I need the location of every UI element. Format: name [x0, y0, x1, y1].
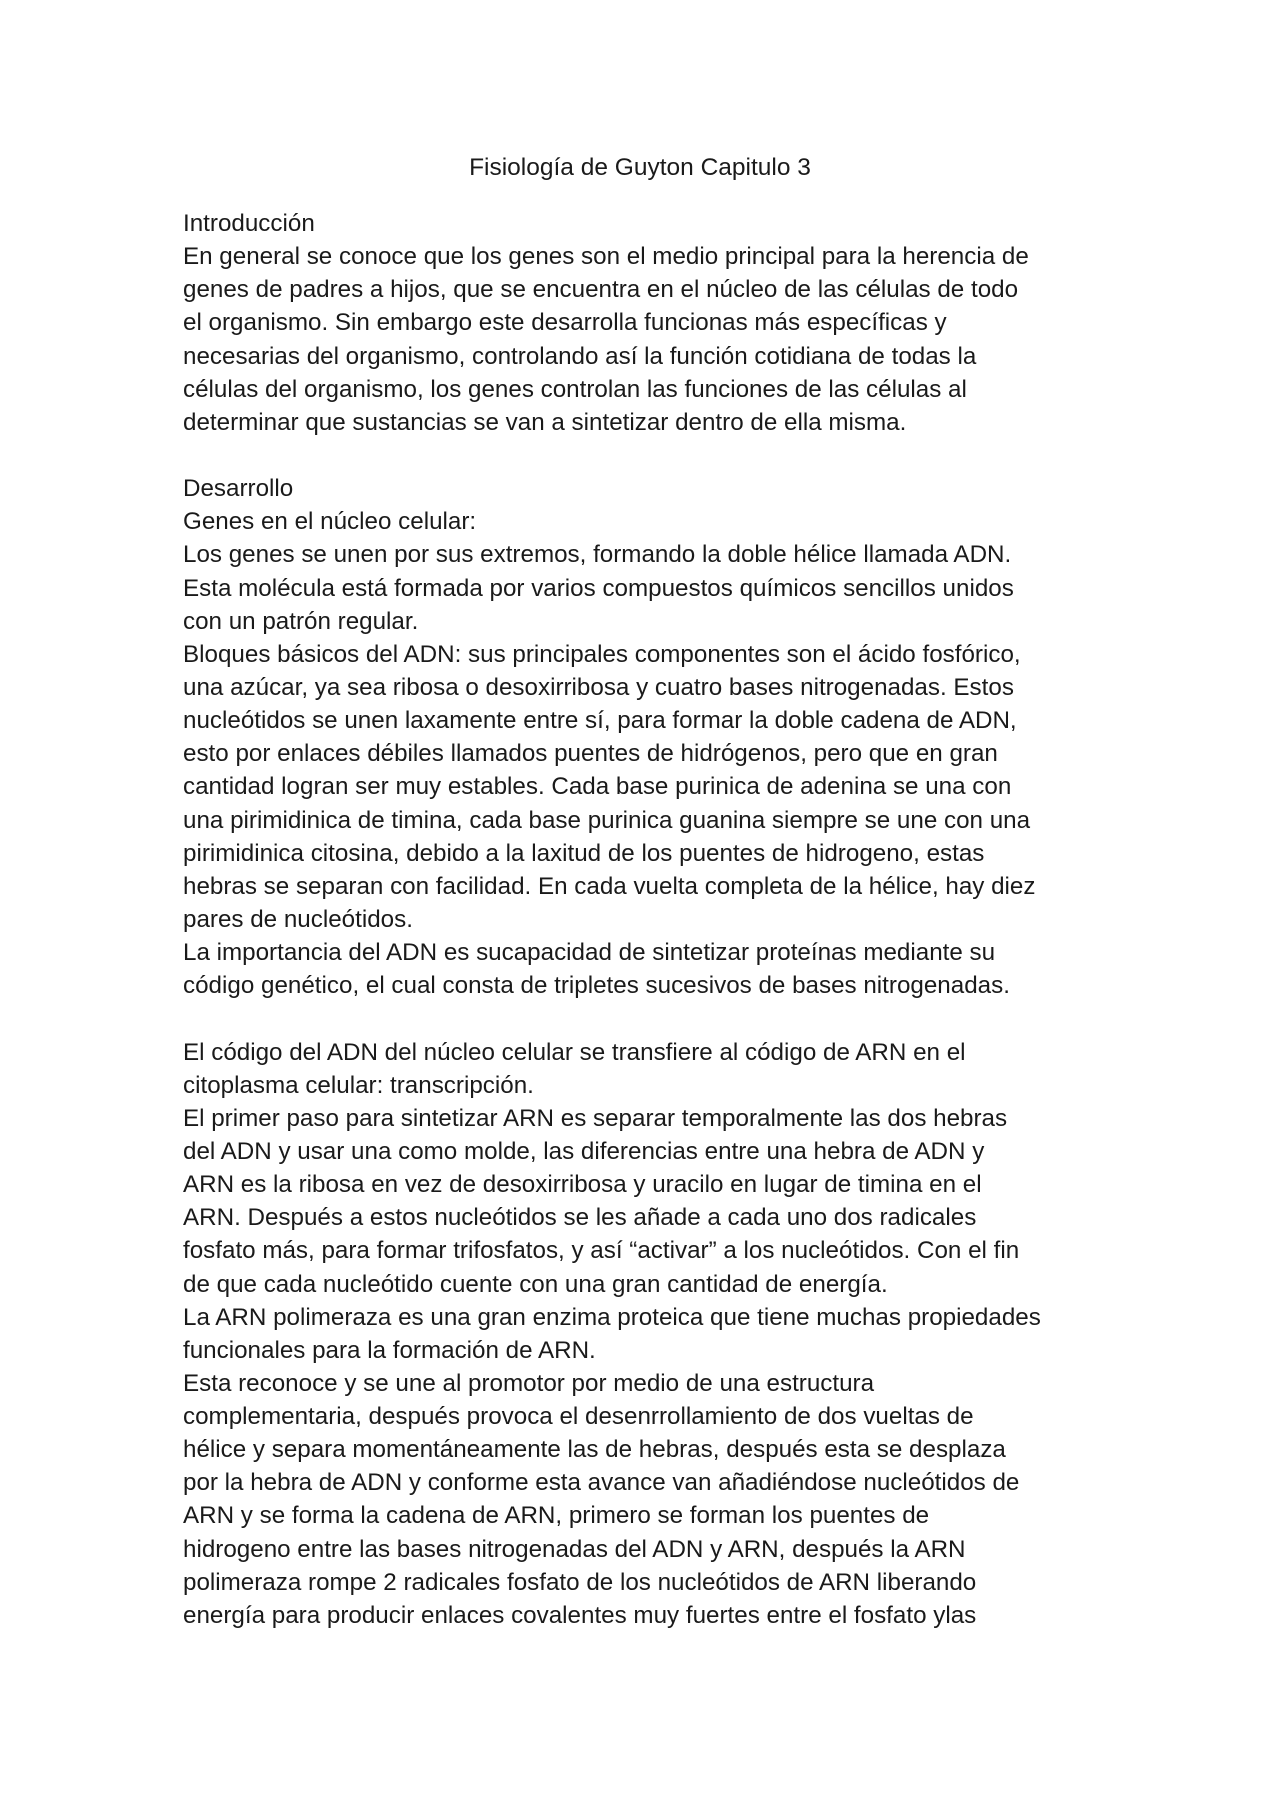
text-line: Los genes se unen por sus extremos, formando la doble hélice llamada ADN.: [183, 541, 1012, 569]
text-line: con un patrón regular.: [183, 607, 419, 635]
text-line: complementaria, después provoca el desenrrollamiento de dos vueltas de: [183, 1403, 974, 1431]
text-line: determinar que sustancias se van a sintetizar dentro de ella misma.: [183, 408, 907, 436]
text-line: pares de nucleótidos.: [183, 905, 413, 933]
text-line: genes de padres a hijos, que se encuentra en el núcleo de las células de todo: [183, 276, 1019, 304]
text-line: La importancia del ADN es sucapacidad de sintetizar proteínas mediante su: [183, 939, 996, 967]
text-line: cantidad logran ser muy estables. Cada base purinica de adenina se una con: [183, 773, 1012, 801]
text-line: funcionales para la formación de ARN.: [183, 1336, 596, 1364]
text-line: ARN y se forma la cadena de ARN, primero se forman los puentes de: [183, 1502, 930, 1530]
document-body: [183, 207, 1143, 1632]
text-line: una pirimidinica de timina, cada base purinica guanina siempre se une con una: [183, 806, 1031, 834]
text-line: ARN. Después a estos nucleótidos se les añade a cada uno dos radicales: [183, 1204, 977, 1232]
text-line: Esta molécula está formada por varios compuestos químicos sencillos unidos: [183, 574, 1014, 602]
text-line: polimeraza rompe 2 radicales fosfato de los nucleótidos de ARN liberando: [183, 1568, 977, 1596]
text-line: La ARN polimeraza es una gran enzima proteica que tiene muchas propiedades: [183, 1303, 1041, 1331]
blank-line: [183, 439, 1143, 472]
text-line: Introducción: [183, 210, 315, 237]
text-line: nucleótidos se unen laxamente entre sí, para formar la doble cadena de ADN,: [183, 707, 1017, 735]
text-line: por la hebra de ADN y conforme esta avance van añadiéndose nucleótidos de: [183, 1469, 1020, 1497]
text-line: energía para producir enlaces covalentes muy fuertes entre el fosfato ylas: [183, 1601, 977, 1629]
text-line: esto por enlaces débiles llamados puentes de hidrógenos, pero que en gran: [183, 740, 998, 768]
text-line: el organismo. Sin embargo este desarrolla funcionas más específicas y: [183, 309, 947, 337]
text-line: del ADN y usar una como molde, las diferencias entre una hebra de ADN y: [183, 1137, 985, 1165]
text-line: citoplasma celular: transcripción.: [183, 1071, 534, 1099]
document-title: Fisiología de Guyton Capitulo 3: [469, 154, 811, 181]
text-line: hélice y separa momentáneamente las de hebras, después esta se desplaza: [183, 1436, 1006, 1464]
text-line: Desarrollo: [183, 475, 294, 503]
text-line: Esta reconoce y se une al promotor por medio de una estructura: [183, 1369, 875, 1397]
text-line: pirimidinica citosina, debido a la laxitud de los puentes de hidrogeno, estas: [183, 839, 985, 867]
text-line: hebras se separan con facilidad. En cada vuelta completa de la hélice, hay diez: [183, 872, 1036, 900]
text-line: Bloques básicos del ADN: sus principales componentes son el ácido fosfórico,: [183, 640, 1021, 668]
blank-line: [183, 1002, 1143, 1035]
text-line: una azúcar, ya sea ribosa o desoxirribosa y cuatro bases nitrogenadas. Estos: [183, 673, 1014, 701]
text-line: hidrogeno entre las bases nitrogenadas del ADN y ARN, después la ARN: [183, 1535, 966, 1563]
text-line: fosfato más, para formar trifosfatos, y así “activar” a los nucleótidos. Con el fin: [183, 1237, 1020, 1265]
text-line: Genes en el núcleo celular:: [183, 508, 477, 536]
text-line: ARN es la ribosa en vez de desoxirribosa y uracilo en lugar de timina en el: [183, 1171, 982, 1199]
text-line: células del organismo, los genes controlan las funciones de las células al: [183, 375, 967, 403]
text-line: El primer paso para sintetizar ARN es separar temporalmente las dos hebras: [183, 1104, 1008, 1132]
text-line: de que cada nucleótido cuente con una gran cantidad de energía.: [183, 1270, 888, 1298]
text-line: En general se conoce que los genes son el medio principal para la herencia de: [183, 243, 1029, 271]
text-line: necesarias del organismo, controlando así la función cotidiana de todas la: [183, 342, 977, 370]
text-line: El código del ADN del núcleo celular se transfiere al código de ARN en el: [183, 1038, 966, 1066]
text-line: código genético, el cual consta de tripletes sucesivos de bases nitrogenadas.: [183, 972, 1010, 1000]
